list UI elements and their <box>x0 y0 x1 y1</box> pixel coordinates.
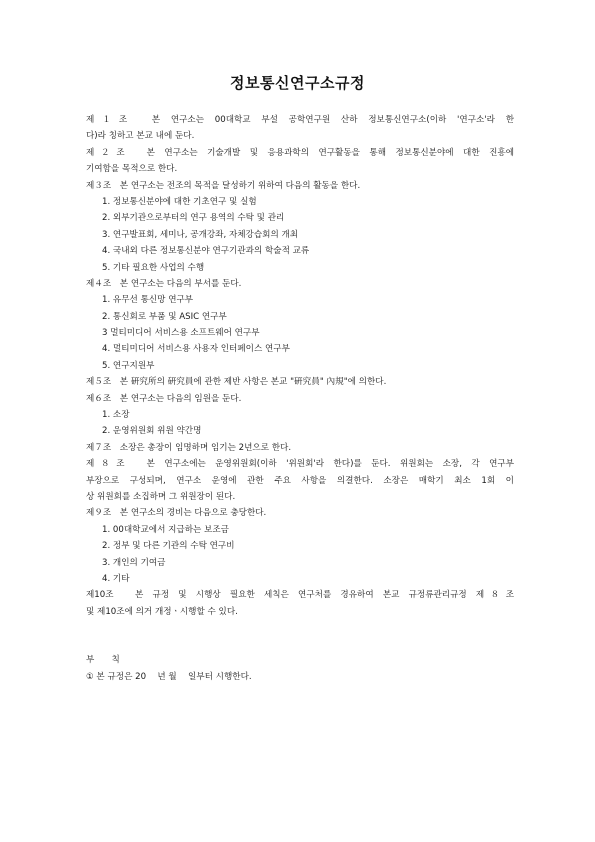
article-1-line-2: 다)라 칭하고 본교 내에 둔다. <box>86 131 195 142</box>
article-3-line-1: 제３조 본 연구소는 전조의 목적을 달성하기 위하여 다음의 활동을 한다. <box>86 180 361 191</box>
article-9-line-1: 제９조 본 연구소의 경비는 다음으로 충당한다. <box>86 508 267 519</box>
supplement-line: ① 본 규정은 20 년 월 일부터 시행한다. <box>86 671 252 682</box>
article-6-item-1: 1. 소장 <box>102 410 130 421</box>
article-2-line-2: 기여함을 목적으로 한다. <box>86 164 178 175</box>
article-10-line-2: 및 제10조에 의거 개정ㆍ시행할 수 있다. <box>86 606 238 617</box>
article-9-item-4: 4. 기타 <box>102 573 130 584</box>
article-8-line-3: 상 위원회를 소집하며 그 위원장이 된다. <box>86 491 236 502</box>
article-9-item-2: 2. 정부 및 다른 기관의 수탁 연구비 <box>102 541 235 552</box>
supplement-heading: 부 칙 <box>86 655 120 666</box>
article-5-line-1: 제５조 본 硏究所의 硏究員에 관한 제반 사항은 본교 "硏究員" 內規"에 의한다. <box>86 377 387 388</box>
article-3-item-1: 1. 정보통신분야에 대한 기초연구 및 실험 <box>102 196 257 207</box>
article-9-item-3: 3. 개인의 기여금 <box>102 557 166 568</box>
article-7-line-1: 제７조 소장은 총장이 임명하며 임기는 2년으로 한다. <box>86 442 292 453</box>
article-3-item-5: 5. 기타 필요한 사업의 수행 <box>102 262 205 273</box>
section-gap <box>86 620 514 652</box>
article-9-item-1: 1. 00대학교에서 지급하는 보조금 <box>102 524 229 535</box>
article-4-item-3: 3 멀티미디어 서비스용 소프트웨어 연구부 <box>102 328 260 339</box>
article-10-line-1: 제10조 본 규정 및 시행상 필요한 세칙은 연구처를 경유하여 본교 규정류관리규정 제８조 <box>86 590 514 601</box>
article-3-item-2: 2. 외부기관으로부터의 연구 용역의 수탁 및 관리 <box>102 213 285 224</box>
article-4-line-1: 제４조 본 연구소는 다음의 부서를 둔다. <box>86 278 242 289</box>
document-title: 정보통신연구소규정 <box>230 74 365 92</box>
article-1-line-1: 제１조 본 연구소는 00대학교 부설 공학연구원 산하 정보통신연구소(이하 '연구소'라 한 <box>86 115 514 125</box>
article-8-line-1: 제８조 본 연구소에는 운영위원회(이하 '위원회'라 한다)를 둔다. 위원회는 소장, 각 연구부 <box>86 459 514 470</box>
article-4-item-2: 2. 통신회로 부품 및 ASIC 연구부 <box>102 311 227 322</box>
article-8-line-2: 부장으로 구성되며, 연구소 운영에 관한 주요 사항을 의결한다. 소장은 매학기 최소 1회 이 <box>86 475 514 486</box>
article-3-item-4: 4. 국내외 다른 정보통신분야 연구기관과의 학술적 교류 <box>102 246 310 257</box>
article-4-item-1: 1. 유무선 통신망 연구부 <box>102 295 194 306</box>
article-3-item-3: 3. 연구발표회, 세미나, 공개강좌, 자체강습회의 개최 <box>102 229 299 240</box>
article-2-line-1: 제２조 본 연구소는 기술개발 및 응용과학의 연구활동을 통해 정보통신분야에 대한 진흥에 <box>86 147 514 158</box>
article-4-item-5: 5. 연구지원부 <box>102 360 155 371</box>
article-4-item-4: 4. 멀티미디어 서비스용 사용자 인터페이스 연구부 <box>102 344 290 355</box>
article-6-line-1: 제６조 본 연구소는 다음의 임원을 둔다. <box>86 393 242 404</box>
article-6-item-2: 2. 운영위원회 위원 약간명 <box>102 426 202 437</box>
document-body <box>86 112 514 685</box>
